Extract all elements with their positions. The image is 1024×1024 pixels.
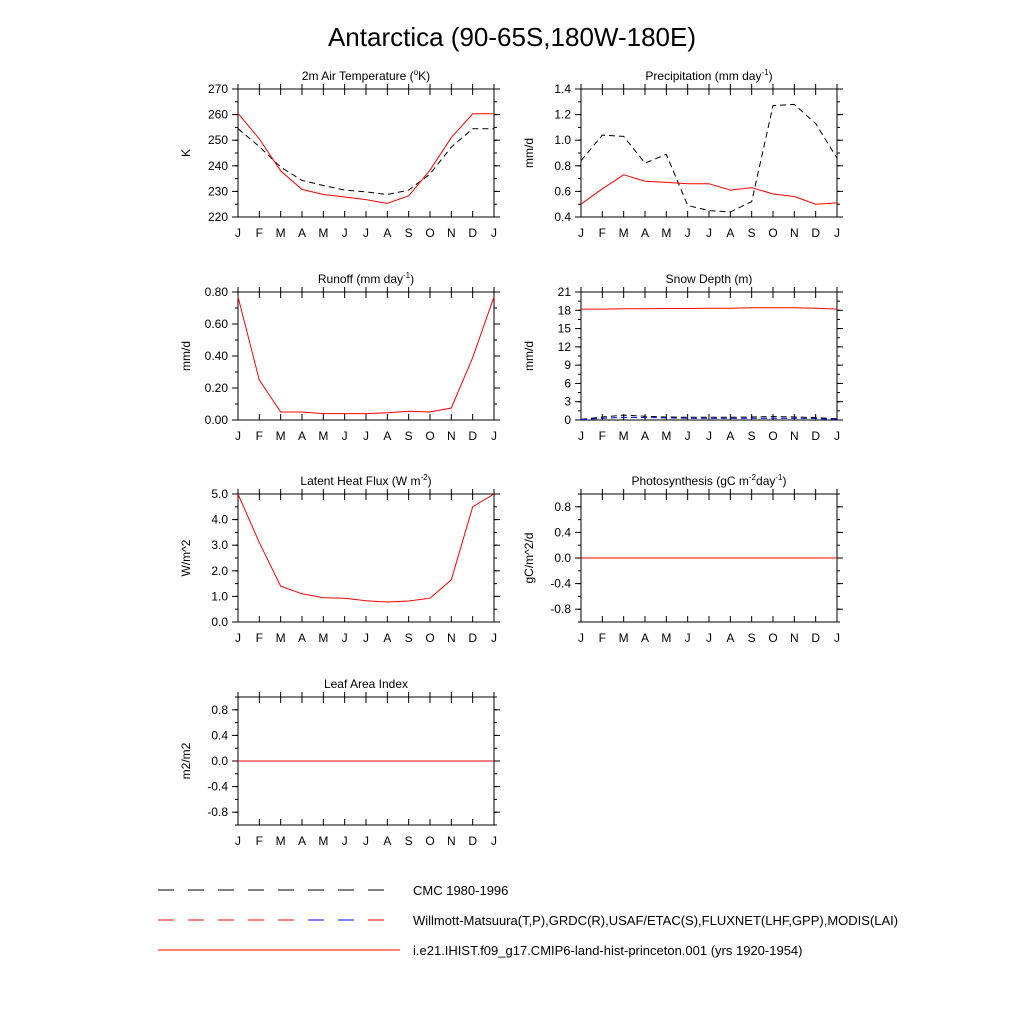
panel-title: Runoff (mm day$^{-1}$) [317,271,415,286]
series-line-obs [238,129,494,195]
y-tick-label: 2.0 [211,563,228,578]
x-tick-label: J [235,226,241,240]
chart-panel [522,473,843,645]
y-tick-label: 1.0 [211,589,228,604]
chart-panel [179,677,500,848]
x-tick-label: M [661,631,672,645]
x-tick-label: F [255,631,264,645]
x-tick-label: N [446,834,456,848]
x-tick-label: M [275,834,286,848]
x-tick-label: M [318,631,329,645]
x-tick-label: M [618,226,629,240]
x-tick-label: F [598,226,607,240]
y-axis-label: m2/m2 [179,742,193,780]
y-axis-label: W/m^2 [179,539,193,577]
x-tick-label: J [341,226,348,240]
panel-title: Latent Heat Flux (W $m^{-2}$) [300,473,432,488]
y-tick-label: 0.8 [211,702,228,717]
x-tick-label: A [297,429,307,443]
x-tick-label: J [363,226,369,240]
x-tick-label: J [363,631,369,645]
x-tick-label: O [768,429,778,443]
x-tick-label: J [706,631,712,645]
y-tick-label: 0.4 [554,525,571,540]
x-tick-label: N [446,631,456,645]
x-tick-label: J [834,429,840,443]
x-tick-label: M [275,429,286,443]
y-tick-label: 1.0 [554,133,571,148]
series-line-obs [581,104,837,211]
y-axis-label: gC/m^2/d [522,532,536,584]
y-tick-label: -0.4 [550,576,571,591]
x-tick-label: N [789,631,799,645]
x-tick-label: M [618,631,629,645]
legend-item [158,883,508,898]
x-tick-label: N [789,226,799,240]
x-tick-label: A [297,631,307,645]
x-tick-label: F [598,429,607,443]
x-tick-label: F [255,429,264,443]
plot-frame [581,292,837,420]
y-tick-label: 1.4 [554,82,571,96]
y-tick-label: -0.8 [207,805,228,820]
x-tick-label: J [235,631,241,645]
y-axis-label: mm/d [179,341,193,371]
x-tick-label: J [341,429,348,443]
x-tick-label: S [747,429,756,443]
y-tick-label: 0.20 [204,381,228,395]
x-tick-label: O [768,226,778,240]
x-tick-label: J [578,226,584,240]
panel-title: Photosynthesis (gC $m^{-2}day^{-1}$) [631,473,787,488]
y-tick-label: 9 [564,358,571,373]
y-tick-label: 250 [207,133,228,148]
x-tick-label: M [618,429,629,443]
x-tick-label: D [468,631,478,645]
x-tick-label: A [726,631,735,645]
y-tick-label: 1.2 [554,107,571,122]
x-tick-label: J [834,631,840,645]
x-tick-label: D [811,429,821,443]
y-tick-label: 260 [207,107,228,122]
legend-label: CMC 1980-1996 [413,883,509,898]
series-line-model [238,297,494,414]
x-tick-label: M [318,226,329,240]
chart-panel [522,272,843,443]
x-tick-label: S [747,226,756,240]
y-tick-label: 240 [207,158,228,173]
legend-item [158,913,898,928]
x-tick-label: J [578,631,584,645]
panels [179,68,843,848]
x-tick-label: J [341,631,348,645]
plot-frame [238,292,494,420]
y-tick-label: -0.8 [550,602,571,617]
x-tick-label: J [363,834,369,848]
legend [158,883,898,958]
x-tick-label: M [661,226,672,240]
x-tick-label: A [297,834,307,848]
x-tick-label: M [318,429,329,443]
y-axis-label: K [179,148,193,158]
series-line-model [238,113,494,203]
x-tick-label: O [425,226,435,240]
y-tick-label: 220 [207,210,228,224]
y-tick-label: 0.8 [554,158,571,173]
x-tick-label: A [297,226,307,240]
x-tick-label: J [363,429,369,443]
x-tick-label: D [468,429,478,443]
x-tick-label: J [684,631,691,645]
x-tick-label: O [425,631,435,645]
y-tick-label: 6 [564,376,571,391]
x-tick-label: D [468,226,478,240]
chart-panel [179,68,500,240]
x-tick-label: J [235,834,241,848]
y-tick-label: 0.8 [554,499,571,514]
panel-title: Precipitation (mm day$^{-1}$) [645,68,773,83]
series-line-model [238,494,494,602]
x-tick-label: M [318,834,329,848]
x-tick-label: J [834,226,840,240]
x-tick-label: D [811,226,821,240]
y-tick-label: 0.4 [554,210,571,224]
x-tick-label: S [404,226,413,240]
x-tick-label: N [446,226,456,240]
x-tick-label: N [446,429,456,443]
y-tick-label: 0 [564,413,571,427]
chart-panel [522,68,843,240]
y-tick-label: 0.0 [554,551,571,565]
y-tick-label: 21 [557,285,571,299]
x-tick-label: J [684,226,691,240]
y-tick-label: 3 [564,394,571,409]
series-line-model [581,308,837,309]
y-tick-label: 0.0 [211,615,228,629]
panel-title: Snow Depth (m) [665,272,753,286]
x-tick-label: J [235,429,241,443]
x-tick-label: D [468,834,478,848]
x-tick-label: D [811,631,821,645]
x-tick-label: J [491,226,497,240]
y-tick-label: 270 [207,82,228,96]
x-tick-label: M [661,429,672,443]
y-tick-label: 0.00 [204,413,228,427]
y-tick-label: 5.0 [211,487,228,501]
legend-item [158,943,803,958]
x-tick-label: M [275,226,286,240]
panel-title: 2m Air Temperature ($^o$K) [301,68,431,83]
x-tick-label: A [640,631,650,645]
y-tick-label: 12 [557,339,571,354]
x-tick-label: J [491,429,497,443]
x-tick-label: A [383,429,392,443]
x-tick-label: A [640,429,650,443]
x-tick-label: A [640,226,650,240]
y-axis-label: mm/d [522,341,536,371]
x-tick-label: O [425,429,435,443]
x-tick-label: N [789,429,799,443]
series-line-model [581,175,837,204]
x-tick-label: J [706,226,712,240]
x-tick-label: O [425,834,435,848]
x-tick-label: A [726,429,735,443]
x-tick-label: S [404,429,413,443]
x-tick-label: F [255,226,264,240]
x-tick-label: A [383,226,392,240]
y-tick-label: -0.4 [207,779,228,794]
y-tick-label: 0.4 [211,728,228,743]
figure-title: Antarctica (90-65S,180W-180E) [327,22,697,52]
y-tick-label: 4.0 [211,512,228,527]
x-tick-label: A [383,834,392,848]
x-tick-label: J [706,429,712,443]
x-tick-label: J [491,834,497,848]
y-tick-label: 230 [207,184,228,199]
plot-frame [238,89,494,217]
y-tick-label: 0.6 [554,184,571,199]
x-tick-label: F [598,631,607,645]
x-tick-label: J [578,429,584,443]
y-tick-label: 18 [557,303,571,318]
x-tick-label: J [684,429,691,443]
x-tick-label: M [275,631,286,645]
plot-frame [238,494,494,622]
y-tick-label: 0.0 [211,754,228,768]
x-tick-label: J [491,631,497,645]
legend-label: i.e21.IHIST.f09_g17.CMIP6-land-hist-princeton.001 (yrs 1920-1954) [413,943,803,958]
y-tick-label: 0.40 [204,349,228,363]
legend-label: Willmott-Matsuura(T,P),GRDC(R),USAF/ETAC(S),FLUXNET(LHF,GPP),MODIS(LAI) [413,913,899,928]
x-tick-label: A [383,631,392,645]
y-tick-label: 15 [557,321,571,336]
panel-title: Leaf Area Index [323,677,409,691]
x-tick-label: S [747,631,756,645]
x-tick-label: A [726,226,735,240]
y-tick-label: 0.80 [204,285,228,299]
x-tick-label: J [341,834,348,848]
x-tick-label: S [404,834,413,848]
chart-panel [179,473,500,645]
x-tick-label: O [768,631,778,645]
x-tick-label: S [404,631,413,645]
x-tick-label: F [255,834,264,848]
y-tick-label: 3.0 [211,538,228,553]
y-axis-label: mm/d [522,138,536,168]
y-tick-label: 0.60 [204,317,228,331]
chart-panel [179,271,500,443]
